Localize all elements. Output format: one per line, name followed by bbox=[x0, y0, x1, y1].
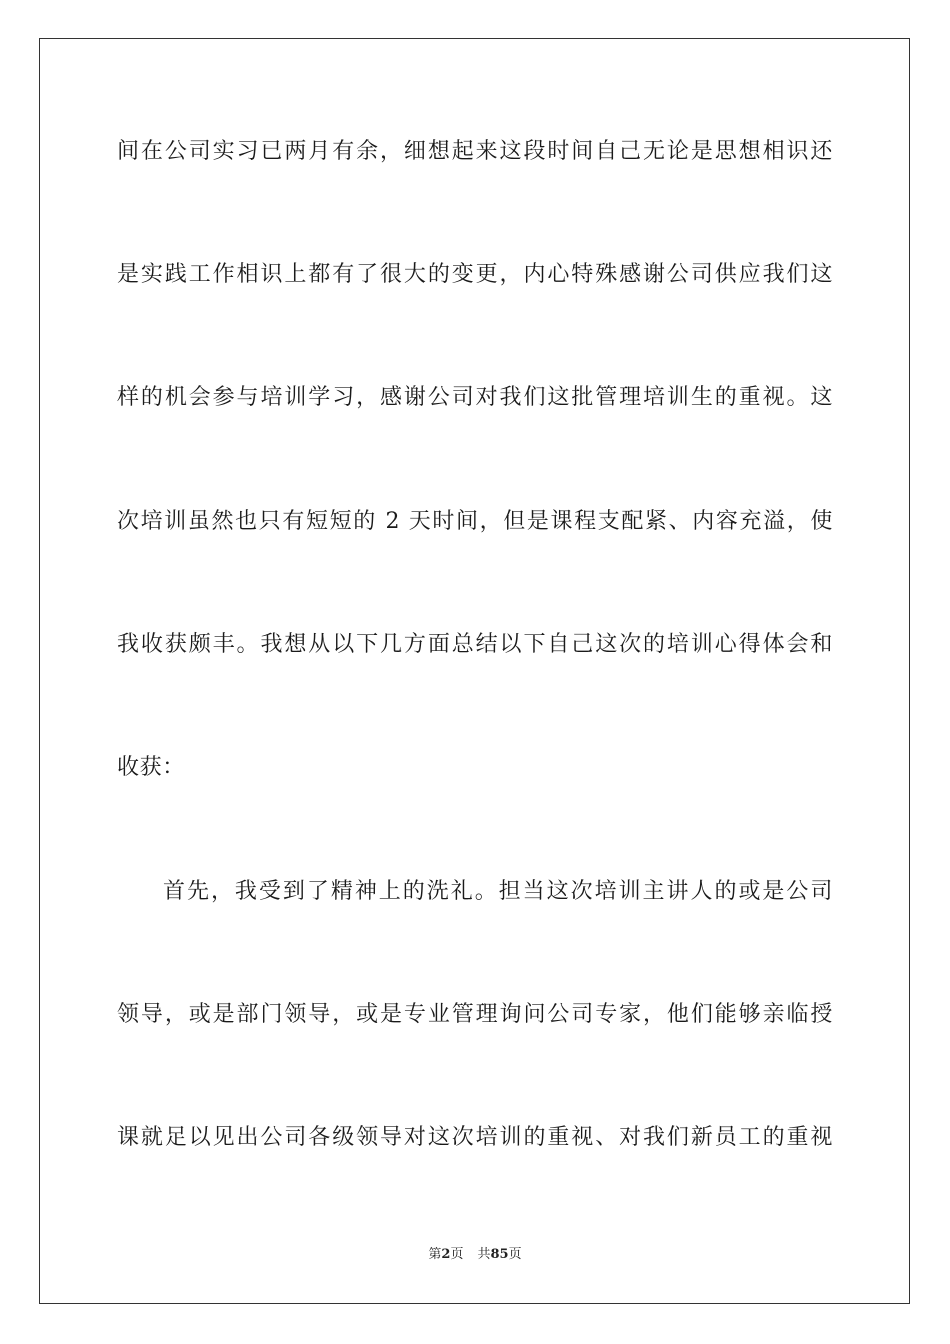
total-label-prefix: 共 bbox=[477, 1247, 491, 1262]
paragraph-line-5: 我收获颇丰。我想从以下几方面总结以下自己这次的培训心得体会和 bbox=[117, 632, 833, 657]
page-footer bbox=[0, 1246, 950, 1264]
paragraph-line-7: 首先，我受到了精神上的洗礼。担当这次培训主讲人的或是公司 bbox=[163, 879, 833, 904]
paragraph-line-8: 领导，或是部门领导，或是专业管理询问公司专家，他们能够亲临授 bbox=[117, 1002, 833, 1027]
page-border bbox=[39, 38, 910, 1304]
paragraph-line-3: 样的机会参与培训学习，感谢公司对我们这批管理培训生的重视。这 bbox=[117, 385, 833, 410]
total-label-suffix: 页 bbox=[508, 1247, 522, 1262]
total-pages-number: 85 bbox=[490, 1247, 509, 1262]
paragraph-line-2: 是实践工作相识上都有了很大的变更，内心特殊感谢公司供应我们这 bbox=[117, 262, 833, 287]
paragraph-line-4: 次培训虽然也只有短短的 2 天时间，但是课程支配紧、内容充溢，使 bbox=[117, 509, 833, 534]
current-page-number: 2 bbox=[441, 1247, 451, 1262]
page-label-prefix: 第 bbox=[428, 1247, 442, 1262]
page-label-suffix: 页 bbox=[450, 1247, 464, 1262]
paragraph-line-9: 课就足以见出公司各级领导对这次培训的重视、对我们新员工的重视 bbox=[117, 1125, 833, 1150]
paragraph-line-1: 间在公司实习已两月有余，细想起来这段时间自己无论是思想相识还 bbox=[117, 139, 833, 164]
paragraph-line-6: 收获： bbox=[117, 755, 185, 780]
